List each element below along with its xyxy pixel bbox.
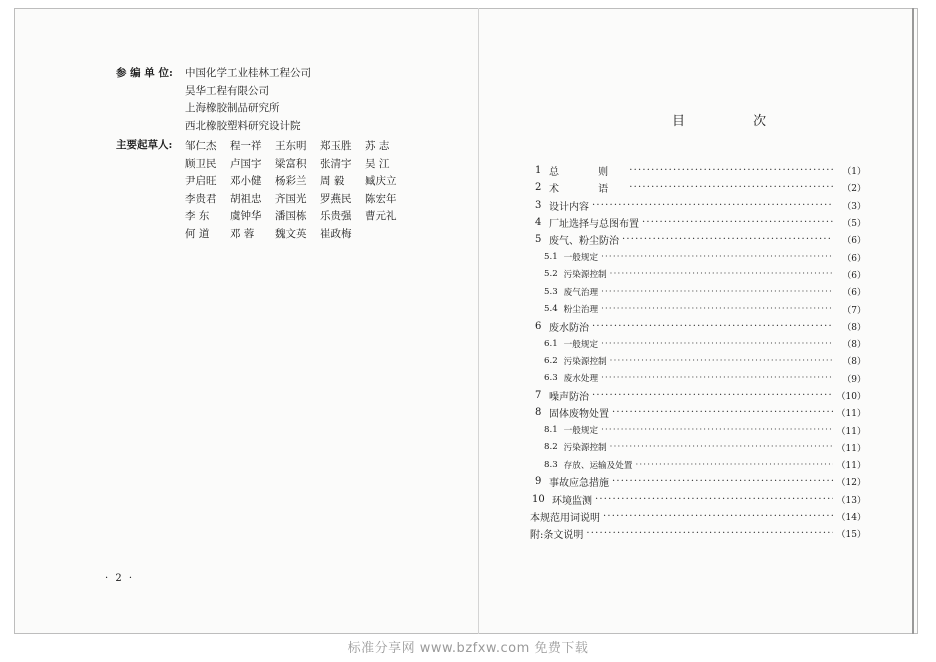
toc-entry-page: （15） bbox=[836, 530, 866, 541]
toc-entry[interactable] bbox=[530, 352, 866, 369]
toc-entry-title: 附:条文说明 bbox=[530, 530, 584, 542]
toc-entry-number: 7 bbox=[535, 390, 542, 401]
toc-entry-page: （11） bbox=[836, 461, 866, 472]
org-list bbox=[185, 65, 416, 135]
toc-leader-dots bbox=[610, 269, 833, 279]
toc-leader-dots bbox=[592, 200, 833, 211]
toc-entry-title: 本规范用词说明 bbox=[530, 513, 600, 525]
drafter-name: 曹元礼 bbox=[365, 210, 397, 223]
drafter-name: 邓小健 bbox=[230, 175, 262, 188]
toc-entry[interactable] bbox=[530, 404, 866, 421]
drafter-name: 魏文英 bbox=[275, 227, 307, 240]
table-of-contents bbox=[530, 162, 866, 543]
toc-entry-title: 噪声防治 bbox=[549, 392, 589, 403]
toc-entry-number: 9 bbox=[535, 476, 542, 488]
toc-entry-title: 存放、运输及处置 bbox=[563, 460, 633, 471]
toc-leader-dots bbox=[592, 390, 833, 401]
toc-leader-dots bbox=[586, 528, 833, 539]
toc-entry-page: （8） bbox=[842, 357, 866, 368]
drafter-name: 周 毅 bbox=[320, 175, 345, 188]
credits-section bbox=[116, 65, 416, 242]
toc-entry-page: （6） bbox=[842, 236, 866, 247]
toc-leader-dots bbox=[610, 442, 833, 452]
toc-leader-dots bbox=[610, 356, 833, 366]
toc-entry[interactable] bbox=[530, 197, 866, 214]
toc-leader-dots bbox=[595, 494, 833, 505]
drafter-name: 吴 江 bbox=[365, 157, 390, 170]
toc-entry-number: 5.4 bbox=[544, 304, 558, 315]
toc-entry[interactable] bbox=[530, 473, 866, 490]
drafter-name: 罗燕民 bbox=[320, 192, 352, 205]
drafter-names bbox=[185, 137, 416, 242]
watermark-footer: 标准分享网 www.bzfxw.com 免费下载 bbox=[347, 641, 589, 656]
participating-units bbox=[116, 65, 416, 135]
page-gutter bbox=[478, 8, 479, 634]
toc-entry-number: 8.1 bbox=[544, 425, 558, 436]
drafter-name: 李 东 bbox=[185, 210, 210, 223]
toc-entry-number: 4 bbox=[535, 217, 542, 229]
toc-entry-page: （12） bbox=[836, 478, 866, 489]
toc-entry-number: 2 bbox=[535, 182, 542, 194]
toc-entry-number: 6 bbox=[535, 320, 542, 332]
toc-entry-title: 废气、粉尘防治 bbox=[549, 236, 619, 248]
scan-edge bbox=[912, 8, 914, 634]
toc-entry-title: 一般规定 bbox=[563, 253, 599, 264]
toc-entry-page: （7） bbox=[842, 305, 866, 316]
toc-leader-dots bbox=[629, 182, 833, 193]
toc-entry[interactable] bbox=[530, 491, 866, 508]
drafter-name: 卢国宇 bbox=[230, 157, 262, 170]
toc-entry-title: 污染源控制 bbox=[563, 443, 607, 454]
toc-entry-number: 1 bbox=[535, 165, 542, 177]
toc-entry-title: 一般规定 bbox=[563, 426, 599, 437]
toc-title: 目 次 bbox=[672, 114, 799, 129]
drafter-name: 顾卫民 bbox=[185, 157, 217, 170]
toc-entry-number: 8.2 bbox=[544, 442, 558, 453]
main-drafters-label: 主要起草人: bbox=[116, 139, 173, 151]
toc-entry-page: （6） bbox=[842, 288, 866, 299]
toc-entry-page: （11） bbox=[836, 409, 866, 420]
toc-entry[interactable] bbox=[530, 456, 866, 473]
toc-entry-title: 厂址选择与总图布置 bbox=[549, 219, 639, 231]
toc-entry-number: 5 bbox=[535, 234, 542, 246]
toc-entry-page: （13） bbox=[836, 495, 866, 506]
toc-leader-dots bbox=[642, 217, 833, 228]
drafter-name: 程一祥 bbox=[230, 140, 262, 153]
org-item: 中国化学工业桂林工程公司 bbox=[185, 67, 311, 79]
toc-entry-title: 粉尘治理 bbox=[563, 305, 599, 316]
toc-entry-number: 5.3 bbox=[544, 286, 558, 297]
toc-entry[interactable] bbox=[530, 162, 866, 179]
toc-entry[interactable] bbox=[530, 370, 866, 387]
toc-leader-dots bbox=[622, 234, 833, 245]
toc-entry-title: 环境监测 bbox=[552, 495, 592, 507]
toc-entry-page: （3） bbox=[842, 201, 866, 212]
toc-leader-dots bbox=[601, 304, 833, 314]
org-item: 上海橡胶制品研究所 bbox=[185, 102, 280, 114]
toc-entry-title: 一般规定 bbox=[563, 339, 599, 350]
drafter-name: 张清宇 bbox=[320, 157, 352, 170]
toc-entry-number: 8.3 bbox=[544, 459, 558, 470]
drafter-name: 臧庆立 bbox=[365, 175, 397, 188]
toc-entry-title: 总 则 bbox=[549, 167, 627, 179]
drafter-name: 齐国光 bbox=[275, 192, 307, 205]
toc-entry-page: （14） bbox=[836, 513, 866, 524]
drafter-name: 邹仁杰 bbox=[185, 140, 217, 153]
toc-entry-page: （11） bbox=[836, 443, 866, 454]
toc-entry-number: 6.2 bbox=[544, 355, 558, 366]
toc-entry[interactable] bbox=[530, 387, 866, 404]
drafter-name: 苏 志 bbox=[365, 140, 390, 153]
toc-entry[interactable] bbox=[530, 525, 866, 542]
toc-entry-number: 5.1 bbox=[544, 252, 558, 263]
toc-entry[interactable] bbox=[530, 318, 866, 335]
toc-entry-title: 废水防治 bbox=[549, 322, 589, 334]
drafter-name: 潘国栋 bbox=[275, 210, 307, 223]
drafter-name: 何 道 bbox=[185, 227, 210, 240]
drafter-name: 郑玉胜 bbox=[320, 140, 352, 153]
toc-entry[interactable] bbox=[530, 335, 866, 352]
toc-entry-title: 污染源控制 bbox=[563, 356, 607, 367]
toc-entry[interactable] bbox=[530, 179, 866, 196]
toc-entry-number: 10 bbox=[532, 493, 545, 505]
toc-entry-page: （6） bbox=[842, 253, 866, 264]
drafter-name: 胡祖忠 bbox=[230, 192, 262, 205]
toc-entry-title: 设计内容 bbox=[549, 201, 589, 213]
drafter-name: 陈宏年 bbox=[365, 192, 397, 205]
org-item: 昊华工程有限公司 bbox=[185, 84, 269, 97]
toc-leader-dots bbox=[601, 287, 833, 297]
drafter-name: 邓 蓉 bbox=[230, 227, 255, 240]
toc-entry[interactable] bbox=[530, 266, 866, 283]
main-drafters bbox=[116, 137, 416, 242]
toc-entry-title: 污染源控制 bbox=[563, 270, 607, 281]
toc-leader-dots bbox=[603, 511, 833, 522]
toc-entry-page: （11） bbox=[836, 426, 866, 437]
toc-entry[interactable] bbox=[530, 214, 866, 231]
toc-entry[interactable] bbox=[530, 508, 866, 525]
toc-entry[interactable] bbox=[530, 283, 866, 300]
toc-leader-dots bbox=[612, 407, 833, 418]
toc-entry-title: 废气治理 bbox=[563, 287, 599, 298]
toc-entry-page: （8） bbox=[842, 322, 866, 333]
toc-entry-number: 6.3 bbox=[544, 373, 558, 384]
toc-leader-dots bbox=[635, 460, 833, 470]
toc-entry-title: 术 语 bbox=[549, 184, 627, 196]
drafter-name: 李贵君 bbox=[185, 192, 217, 205]
toc-entry-number: 8 bbox=[535, 407, 542, 419]
toc-leader-dots bbox=[601, 252, 833, 262]
toc-entry[interactable] bbox=[530, 421, 866, 438]
toc-entry-page: （2） bbox=[842, 184, 866, 195]
toc-entry-page: （6） bbox=[842, 270, 866, 281]
page-number: · 2 · bbox=[105, 573, 135, 584]
toc-entry[interactable] bbox=[530, 439, 866, 456]
toc-entry[interactable] bbox=[530, 231, 866, 248]
toc-entry-page: （5） bbox=[842, 219, 866, 230]
toc-entry-page: （10） bbox=[836, 392, 866, 402]
toc-leader-dots bbox=[592, 321, 833, 332]
toc-entry-title: 事故应急措施 bbox=[549, 478, 609, 490]
toc-entry[interactable] bbox=[530, 300, 866, 317]
toc-entry-page: （9） bbox=[842, 374, 866, 385]
participating-units-label: 参 编 单 位: bbox=[116, 67, 173, 79]
toc-entry-number: 6.1 bbox=[544, 338, 558, 349]
org-item: 西北橡胶塑料研究设计院 bbox=[185, 119, 301, 132]
toc-leader-dots bbox=[601, 373, 833, 383]
toc-entry-number: 5.2 bbox=[544, 269, 558, 280]
toc-entry-number: 3 bbox=[535, 199, 542, 211]
toc-entry-page: （8） bbox=[842, 340, 866, 351]
toc-leader-dots bbox=[601, 425, 833, 435]
drafter-name: 乐贵强 bbox=[320, 210, 352, 223]
drafter-name: 尹启旺 bbox=[185, 175, 217, 188]
toc-entry[interactable] bbox=[530, 248, 866, 265]
toc-leader-dots bbox=[629, 165, 833, 176]
drafter-name: 梁富积 bbox=[275, 157, 307, 170]
toc-entry-title: 废水处理 bbox=[563, 374, 599, 385]
drafter-name: 虞钟华 bbox=[230, 210, 262, 223]
drafter-name: 崔政梅 bbox=[320, 227, 352, 240]
drafter-name: 王东明 bbox=[275, 140, 307, 153]
toc-leader-dots bbox=[612, 476, 833, 487]
toc-entry-page: （1） bbox=[842, 167, 866, 178]
drafter-name: 杨彩兰 bbox=[275, 175, 307, 188]
toc-entry-title: 固体废物处置 bbox=[549, 409, 609, 421]
toc-leader-dots bbox=[601, 339, 833, 349]
